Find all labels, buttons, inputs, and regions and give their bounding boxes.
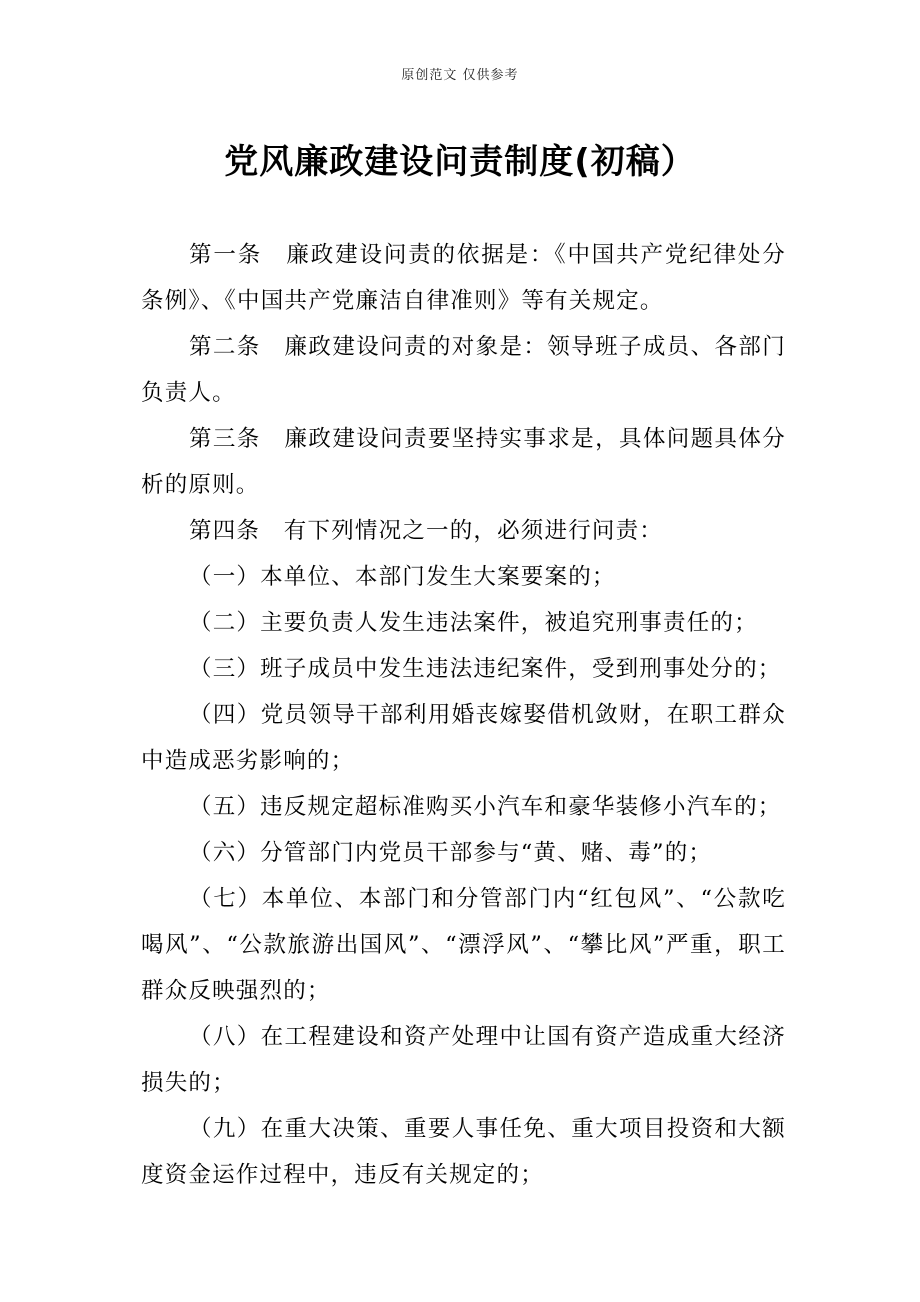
item-5: （五）违反规定超标准购买小汽车和豪华装修小汽车的；: [189, 794, 782, 820]
article-4: 第四条 有下列情况之一的，必须进行问责：: [189, 518, 664, 544]
item-4: （四）党员领导干部利用婚丧嫁娶借机敛财，在职工群众中造成恶劣影响的；: [141, 702, 786, 774]
item-7: （七）本单位、本部门和分管部门内“红包风”、“公款吃喝风”、“公款旅游出国风”、“漂浮风”、“攀比风”严重，职工群众反映强烈的；: [141, 886, 786, 1004]
document-body: [141, 232, 786, 1198]
document-title: 党风廉政建设问责制度(初稿）: [224, 142, 696, 182]
item-6: （六）分管部门内党员干部参与“黄、赌、毒”的；: [189, 840, 713, 866]
article-2: 第二条 廉政建设问责的对象是：领导班子成员、各部门负责人。: [141, 334, 786, 406]
item-8: （八）在工程建设和资产处理中让国有资产造成重大经济损失的；: [141, 1024, 786, 1096]
item-3: （三）班子成员中发生违法违纪案件，受到刑事处分的；: [189, 656, 782, 682]
item-1: （一）本单位、本部门发生大案要案的；: [189, 564, 616, 590]
header-note: 原创范文 仅供参考: [401, 68, 519, 83]
item-9: （九）在重大决策、重要人事任免、重大项目投资和大额度资金运作过程中，违反有关规定的；: [141, 1116, 786, 1188]
article-3: 第三条 廉政建设问责要坚持实事求是，具体问题具体分析的原则。: [141, 426, 786, 498]
item-2: （二）主要负责人发生违法案件，被追究刑事责任的；: [189, 610, 758, 636]
article-1: 第一条 廉政建设问责的依据是：《中国共产党纪律处分条例》、《中国共产党廉洁自律准则》等有关规定。: [141, 242, 786, 314]
